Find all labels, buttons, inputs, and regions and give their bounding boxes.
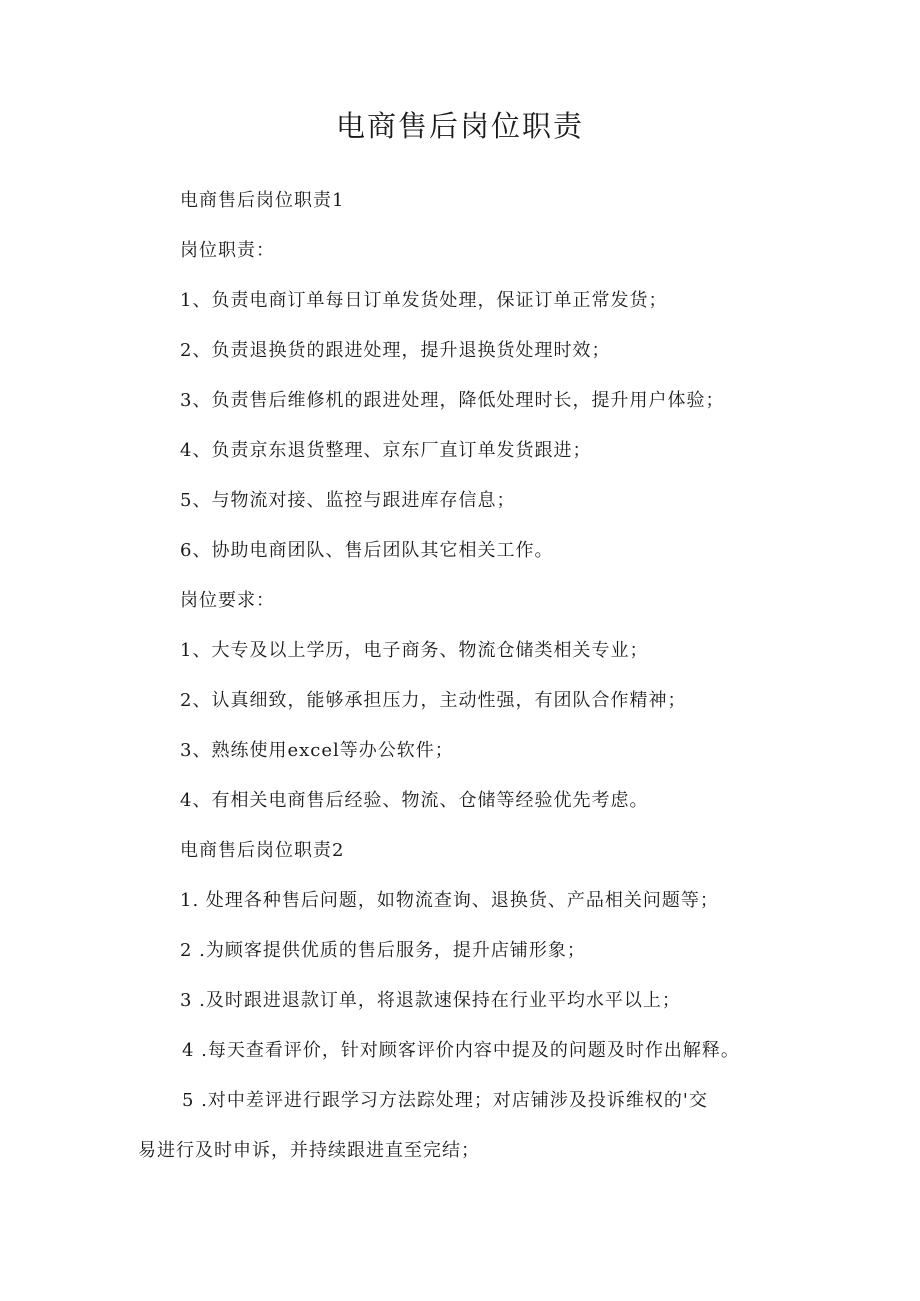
document-title: 电商售后岗位职责 — [335, 109, 584, 143]
list-item: 5、与物流对接、监控与跟进库存信息； — [180, 490, 516, 511]
section-heading-1: 电商售后岗位职责1 — [180, 190, 345, 211]
subheading-duties: 岗位职责： — [180, 240, 275, 261]
list-item: 1、负责电商订单每日订单发货处理，保证订单正常发货； — [180, 290, 668, 311]
list-item: 1. 处理各种售后问题，如物流查询、退换货、产品相关问题等； — [180, 890, 719, 911]
list-item: 1、大专及以上学历，电子商务、物流仓储类相关专业； — [180, 640, 649, 661]
list-item: 4、负责京东退货整理、京东厂直订单发货跟进； — [180, 440, 592, 461]
list-item: 2 .为顾客提供优质的售后服务，提升店铺形象； — [180, 940, 586, 961]
list-item: 4、有相关电商售后经验、物流、仓储等经验优先考虑。 — [180, 790, 649, 811]
document-body — [0, 176, 920, 1176]
list-item: 2、认真细致，能够承担压力，主动性强，有团队合作精神； — [180, 690, 687, 711]
list-item: 2、负责退换货的跟进处理，提升退换货处理时效； — [180, 340, 611, 361]
list-item: 5 .对中差评进行跟学习方法踪处理；对店铺涉及投诉维权的'交 — [182, 1090, 708, 1111]
list-item-continuation: 易进行及时申诉，并持续跟进直至完结； — [138, 1140, 480, 1161]
list-item: 6、协助电商团队、售后团队其它相关工作。 — [180, 540, 554, 561]
list-item: 4 .每天查看评价，针对顾客评价内容中提及的问题及时作出解释。 — [182, 1040, 740, 1061]
list-item: 3、熟练使用excel等办公软件； — [180, 740, 454, 761]
section-heading-2: 电商售后岗位职责2 — [180, 840, 345, 861]
subheading-requirements: 岗位要求： — [180, 590, 275, 611]
list-item: 3、负责售后维修机的跟进处理，降低处理时长，提升用户体验； — [180, 390, 725, 411]
list-item: 3 .及时跟进退款订单，将退款速保持在行业平均水平以上； — [180, 990, 681, 1011]
